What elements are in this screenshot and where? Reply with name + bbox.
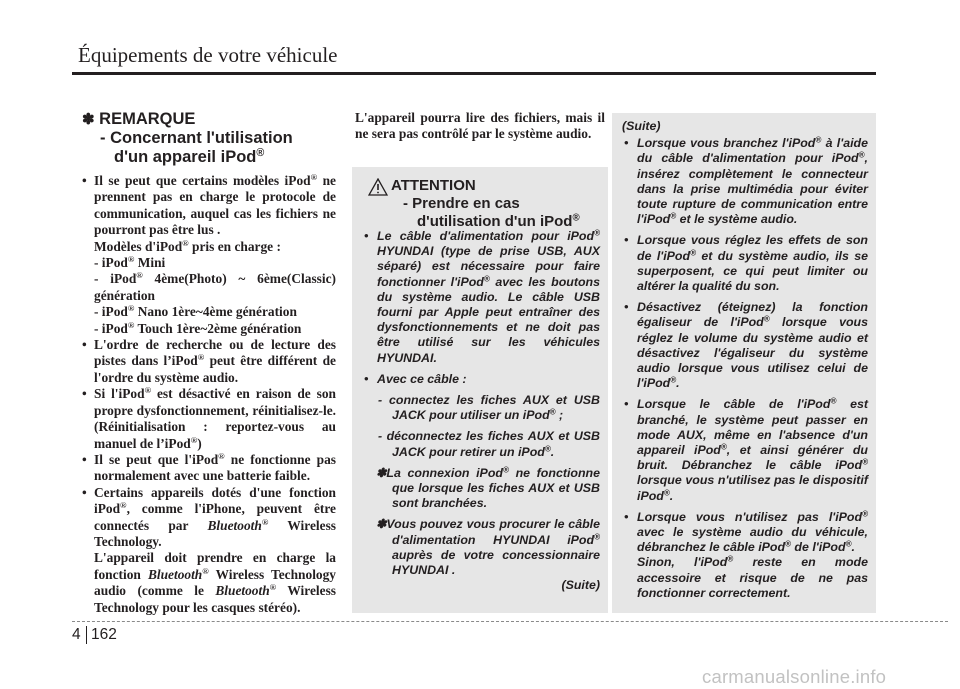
remarque-column bbox=[82, 110, 336, 616]
remarque-title: ✽ REMARQUE - Concernant l'utilisation d'un appareil iPod® bbox=[82, 110, 293, 166]
note-item: ✽La connexion iPod® ne fonctionne que lorsque les fiches AUX et USB sont branchées. bbox=[376, 465, 601, 511]
attention-title: ATTENTION - Prendre en cas d'utilisation d'un iPod® bbox=[391, 177, 580, 230]
list-item: - déconnectez les fiches AUX et USB JACK pour retirer un iPod®. bbox=[378, 429, 600, 459]
intro-paragraph: L'appareil pourra lire des fichiers, mais il ne sera pas contrôlé par le système audio. bbox=[355, 110, 605, 142]
section-header: Équipements de votre véhicule bbox=[78, 43, 338, 67]
continued-label: (Suite) bbox=[622, 119, 661, 133]
footer-rule bbox=[72, 621, 948, 622]
list-item: • Il se peut que certains modèles iPod® ne prennent pas en charge le protocole de communication, auquel cas les fichiers ne pourront pas être lus . Modèles d'iPod® pris en charge : - iPod® Mini - iPod® 4ème(Photo) ~ 6ème(Classic) génération - iPod® Nano 1ère~4ème génération - iPod® Touch 1ère~2ème génération bbox=[82, 173, 336, 337]
star-icon: ✽ bbox=[82, 111, 95, 128]
list-item: • L'ordre de recherche ou de lecture des pistes dans l’iPod® peut être différent de l'ordre du système audio. bbox=[82, 337, 336, 386]
page-separator bbox=[86, 626, 87, 644]
list-item: • Lorsque vous n'utilisez pas l'iPod® avec le système audio du véhicule, débranchez le câble iPod® de l'iPod®. Sinon, l'iPod® reste en mode accessoire et risque de ne pas fonctionner correctement. bbox=[622, 510, 868, 601]
note-item: ✽Vous pouvez vous procurer le câble d'alimentation HYUNDAI iPod® auprès de votre concessionnaire HYUNDAI . bbox=[376, 517, 600, 578]
continued-label: (Suite) bbox=[561, 578, 600, 593]
page-number: 162 bbox=[91, 626, 117, 643]
list-item: • Avec ce câble : bbox=[362, 372, 600, 387]
header-rule bbox=[72, 72, 876, 75]
continued-body bbox=[622, 119, 868, 601]
list-item: • Lorsque vous branchez l'iPod® à l'aide du câble d'alimentation pour iPod®, insérez complètement le connecteur dans la prise multimédia pour éviter toute rupture de communication entre l'iPod® et le système audio. bbox=[622, 136, 868, 227]
list-item: • Lorsque le câble de l'iPod® est branché, le système peut passer en mode AUX, même en l'absence d'un appareil iPod®, et ainsi générer du bruit. Débranchez le câble iPod® lorsque vous n'utilisez pas le dispositif iPod®. bbox=[622, 397, 868, 503]
remarque-list bbox=[82, 173, 336, 616]
list-item: - connectez les fiches AUX et USB JACK pour utiliser un iPod® ; bbox=[378, 393, 600, 423]
watermark: carmanualsonline.info bbox=[702, 666, 887, 687]
list-item: • Si l'iPod® est désactivé en raison de son propre dysfonctionnement, réinitialisez-le. (Réinitialisation : reportez-vous au manuel de l’iPod®) bbox=[82, 386, 336, 452]
list-item: • Lorsque vous réglez les effets de son de l'iPod® et du système audio, ils se superposent, ce qui peut limiter ou altérer la qualité du son. bbox=[622, 233, 868, 294]
list-item: • Il se peut que l'iPod® ne fonctionne pas normalement avec une batterie faible. bbox=[82, 452, 336, 485]
warning-triangle-icon bbox=[368, 178, 388, 196]
list-item: • Désactivez (éteignez) la fonction égaliseur de l'iPod® lorsque vous réglez le volume du système audio et désactivez l'égaliseur du système audio lorsque vous utilisez celui de l'iPod®. bbox=[622, 300, 868, 391]
chapter-number: 4 bbox=[72, 626, 81, 643]
attention-body bbox=[362, 229, 600, 593]
list-item: • Certains appareils dotés d'une fonction iPod®, comme l'iPhone, peuvent être connectés par Bluetooth® Wireless Technology. L'appareil doit prendre en charge la fonction Bluetooth® Wireless Technology audio (comme le Bluetooth® Wireless Technology pour les casques stéréo). bbox=[82, 485, 336, 616]
list-item: • Le câble d'alimentation pour iPod® HYUNDAI (type de prise USB, AUX séparé) est nécessaire pour faire fonctionner l'iPod® avec les boutons du système audio. Le câble USB fourni par Apple peut entraîner des dysfonctionnements et ne doit pas être utilisé sur les véhicules HYUNDAI. bbox=[362, 229, 600, 366]
